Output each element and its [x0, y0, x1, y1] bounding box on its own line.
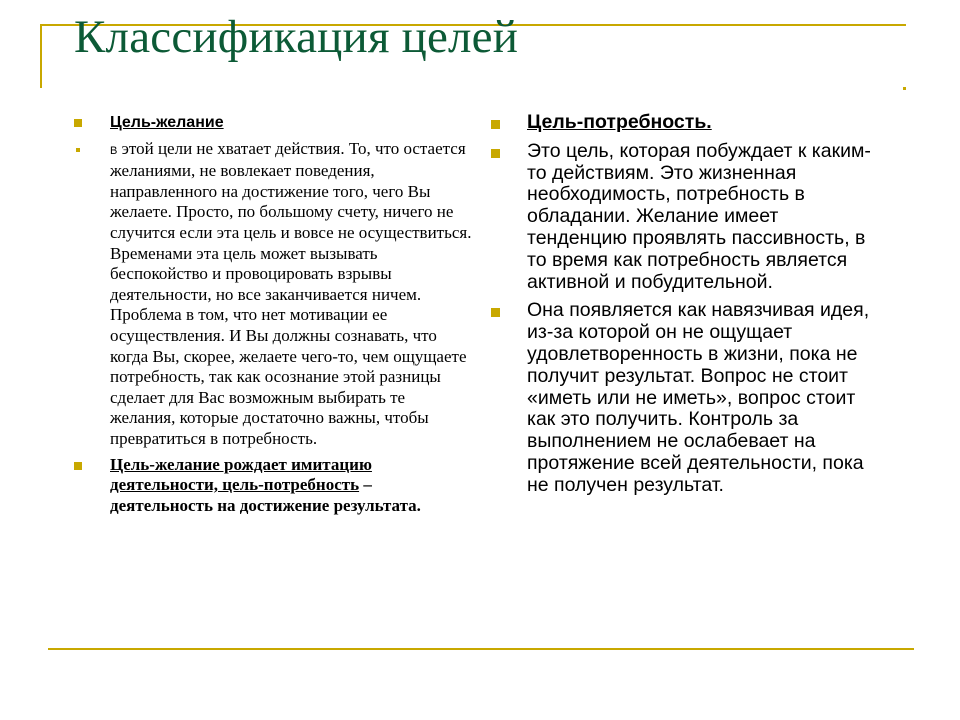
bullet-small-square-icon: [76, 148, 80, 152]
right-paragraph-2: [491, 300, 881, 496]
bullet-square-icon: [74, 119, 82, 127]
left-heading: Цель-желание: [110, 114, 224, 131]
left-summary-item: [74, 455, 474, 517]
right-paragraph-2-text: Она появляется как навязчивая идея, из-за которой он не ощущает удовлетворенность в жизни, пока не получит результат. Вопрос не стоит «иметь или не иметь», вопрос стоит как это получить. Контроль за выполнением не ослабевает на протяжение всей деятельности, пока не получен результат.: [527, 299, 870, 496]
left-heading-item: [74, 112, 474, 134]
frame-bottom-line: [48, 648, 914, 650]
left-column: [74, 112, 474, 516]
bullet-square-icon: [491, 120, 500, 129]
left-summary-underlined: Цель-желание рождает имитацию деятельности, цель-потребность: [110, 454, 372, 495]
right-column: [491, 112, 881, 497]
right-heading: Цель-потребность.: [527, 111, 712, 133]
right-paragraph-1-text: Это цель, которая побуждает к каким-то действиям. Это жизненная необходимость, потребность в обладании. Желание имеет тенденцию проявлять пассивность, в то время как потребность является активной и побудительной.: [527, 139, 871, 293]
bullet-square-icon: [74, 462, 82, 470]
left-body-item: [74, 139, 474, 450]
slide-title: Классификация целей: [74, 11, 519, 63]
right-paragraph-1: [491, 141, 881, 294]
frame-left-line: [40, 24, 42, 88]
right-heading-item: [491, 112, 881, 134]
frame-corner-mark: [903, 87, 906, 90]
left-summary-rest: – деятельность на достижение результата.: [110, 475, 421, 515]
left-body-prefix: В: [110, 144, 118, 157]
bullet-square-icon: [491, 308, 500, 317]
left-body-text: этой цели не хватает действия. То, что остается желаниями, не вовлекает поведения, направленного на достижение того, чего Вы желаете. Просто, по большому счету, ничего не случится если эта цель и вовсе не осуществиться. Временами эта цель может вызывать беспокойство и провоцировать взрывы деятельности, но все заканчивается ничем. Проблема в том, что нет мотивации ее осуществления. И Вы должны сознавать, что когда Вы, скорее, желаете чего-то, чем ощущаете потребность, так как осознание этой разницы сделает для Вас возможным выбирать те желания, которые достаточно важны, чтобы превратиться в потребность.: [110, 138, 472, 448]
bullet-square-icon: [491, 149, 500, 158]
